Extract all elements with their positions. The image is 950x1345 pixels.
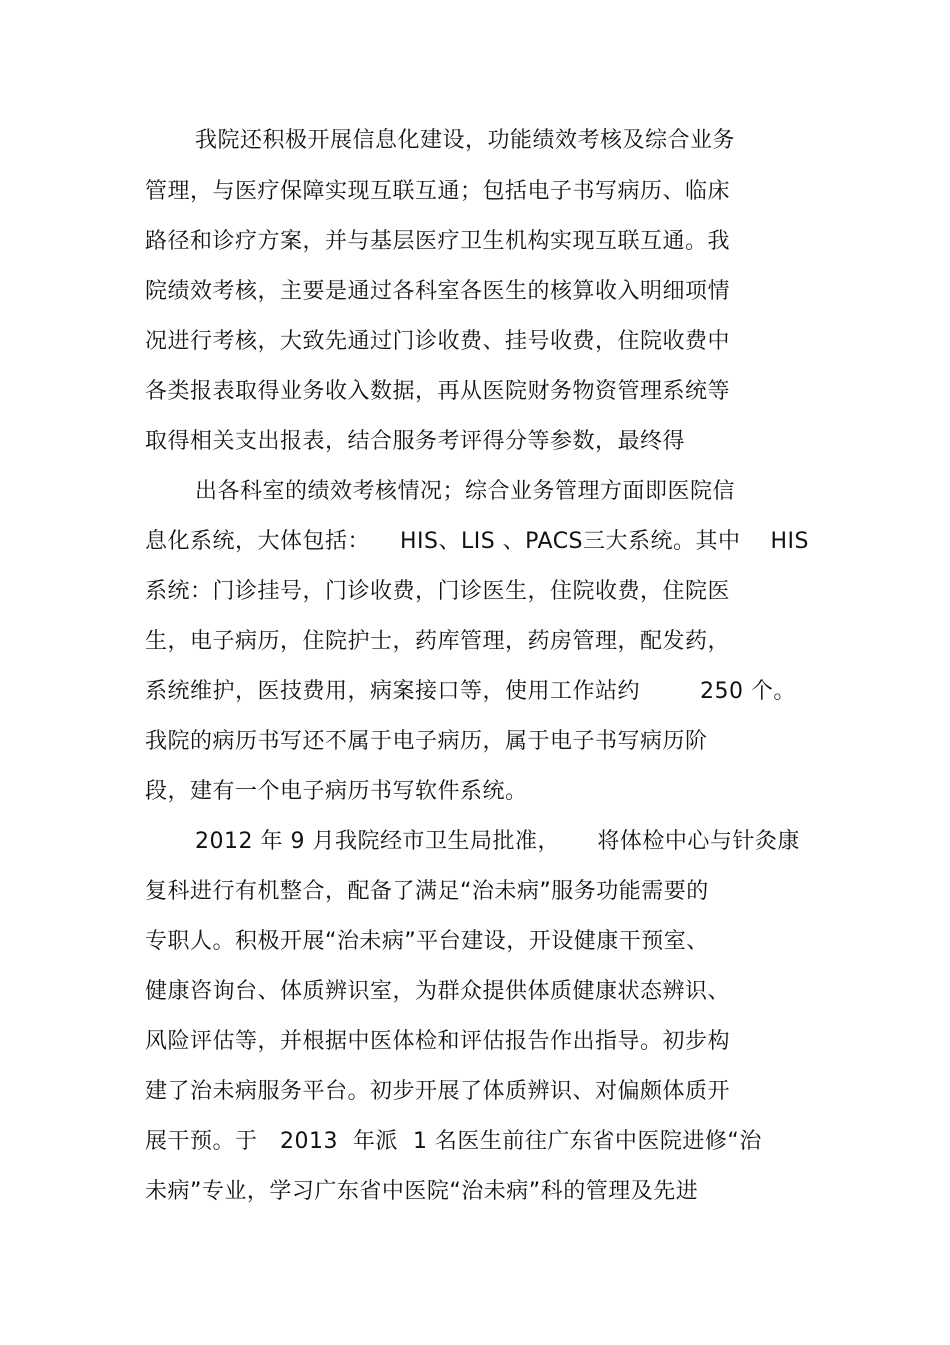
paragraph-3-line-7: 展干预。于 2013 年派 1 名医生前往广东省中医院进修“治	[145, 1129, 762, 1154]
paragraph-3-line-3: 专职人。积极开展“治未病”平台建设，开设健康干预室、	[145, 929, 709, 954]
paragraph-1-line-4: 院绩效考核，主要是通过各科室各医生的核算收入明细项情	[145, 279, 731, 304]
paragraph-3-line-2: 复科进行有机整合，配备了满足“治未病”服务功能需要的	[145, 879, 709, 904]
paragraph-1-line-2: 管理，与医疗保障实现互联互通；包括电子书写病历、临床	[145, 179, 731, 204]
paragraph-3-line-8: 未病”专业，学习广东省中医院“治未病”科的管理及先进	[145, 1179, 699, 1204]
paragraph-1-line-5: 况进行考核，大致先通过门诊收费、挂号收费，住院收费中	[145, 329, 731, 354]
paragraph-1-line-6: 各类报表取得业务收入数据，再从医院财务物资管理系统等	[145, 379, 731, 404]
paragraph-1-line-1: 我院还积极开展信息化建设，功能绩效考核及综合业务	[195, 128, 736, 153]
paragraph-3-line-5: 风险评估等，并根据中医体检和评估报告作出指导。初步构	[145, 1029, 731, 1054]
paragraph-2-line-4: 生，电子病历，住院护士，药库管理，药房管理，配发药，	[145, 629, 731, 654]
paragraph-2-line-3: 系统：门诊挂号，门诊收费，门诊医生，住院收费，住院医	[145, 579, 731, 604]
paragraph-2-line-7: 段，建有一个电子病历书写软件系统。	[145, 779, 528, 804]
paragraph-2-line-5: 系统维护，医技费用，病案接口等，使用工作站约 250 个。	[145, 679, 796, 704]
paragraph-1-line-7: 取得相关支出报表，结合服务考评得分等参数，最终得	[145, 429, 686, 454]
paragraph-1-line-3: 路径和诊疗方案，并与基层医疗卫生机构实现互联互通。我	[145, 229, 731, 254]
paragraph-2-line-1: 出各科室的绩效考核情况；综合业务管理方面即医院信	[195, 479, 736, 504]
paragraph-3-line-1: 2012 年 9 月我院经市卫生局批准， 将体检中心与针灸康	[195, 829, 800, 854]
paragraph-3-line-6: 建了治未病服务平台。初步开展了体质辨识、对偏颇体质开	[145, 1079, 731, 1104]
paragraph-2-line-2: 息化系统，大体包括： HIS、LIS 、PACS三大系统。其中 HIS	[145, 529, 809, 554]
paragraph-3-line-4: 健康咨询台、体质辨识室，为群众提供体质健康状态辨识、	[145, 979, 731, 1004]
paragraph-2-line-6: 我院的病历书写还不属于电子病历，属于电子书写病历阶	[145, 729, 708, 754]
